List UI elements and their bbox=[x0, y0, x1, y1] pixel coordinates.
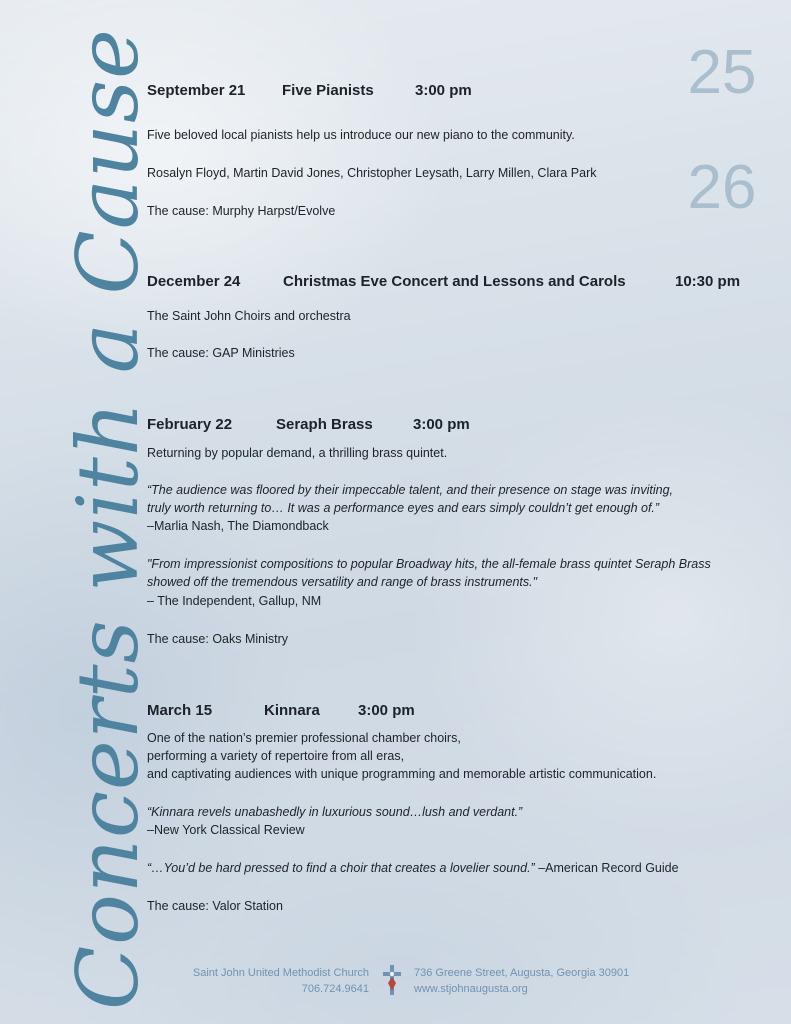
event-time: 3:00 pm bbox=[358, 702, 415, 719]
quote-attribution: – The Independent, Gallup, NM bbox=[147, 594, 322, 608]
quote-line: “Kinnara revels unabashedly in luxurious sound…lush and verdant.” bbox=[147, 805, 523, 819]
event-date: September 21 bbox=[147, 82, 246, 99]
church-website[interactable]: www.stjohnaugusta.org bbox=[414, 983, 528, 995]
quote-line: “The audience was floored by their impeccable talent, and their presence on stage was inviting, bbox=[147, 483, 673, 497]
footer-right bbox=[414, 965, 629, 997]
event-description: The Saint John Choirs and orchestra bbox=[147, 309, 351, 323]
event-name: Five Pianists bbox=[282, 82, 374, 99]
event-cause: The cause: Oaks Ministry bbox=[147, 632, 289, 646]
season-year-bottom: 26 bbox=[687, 153, 757, 222]
quote-attribution: –New York Classical Review bbox=[147, 823, 305, 837]
event-time: 3:00 pm bbox=[415, 82, 472, 99]
quote-line: "From impressionist compositions to popular Broadway hits, the all-female brass quintet Seraph Brass bbox=[147, 557, 711, 571]
church-cross-logo bbox=[381, 963, 403, 997]
event-description: Five beloved local pianists help us introduce our new piano to the community. bbox=[147, 128, 575, 142]
event-description: performing a variety of repertoire from all eras, bbox=[147, 749, 405, 763]
quote-line: showed off the tremendous versatility and range of brass instruments." bbox=[147, 575, 538, 589]
event-description: One of the nation’s premier professional chamber choirs, bbox=[147, 731, 461, 745]
event-time: 10:30 pm bbox=[675, 273, 741, 290]
event-performers: Rosalyn Floyd, Martin David Jones, Christopher Leysath, Larry Millen, Clara Park bbox=[147, 166, 597, 180]
event-cause: The cause: Murphy Harpst/Evolve bbox=[147, 204, 336, 218]
church-phone[interactable]: 706.724.9641 bbox=[301, 983, 369, 995]
event-cause: The cause: GAP Ministries bbox=[147, 346, 295, 360]
event-name: Kinnara bbox=[264, 702, 320, 719]
event-date: March 15 bbox=[147, 702, 213, 719]
season-year-top: 25 bbox=[687, 38, 757, 107]
footer-left bbox=[193, 965, 369, 997]
event-description: and captivating audiences with unique programming and memorable artistic communication. bbox=[147, 767, 657, 781]
event-cause: The cause: Valor Station bbox=[147, 899, 283, 913]
quote-attribution: –American Record Guide bbox=[534, 861, 679, 875]
quote-line: truly worth returning to… It was a performance eyes and ears simply couldn’t get enough of.” bbox=[147, 501, 660, 515]
event-date: December 24 bbox=[147, 273, 241, 290]
vertical-title: Concerts with a Cause bbox=[59, 28, 157, 1010]
event-name: Christmas Eve Concert and Lessons and Carols bbox=[283, 273, 626, 290]
quote-attribution: –Marlia Nash, The Diamondback bbox=[147, 519, 329, 533]
church-address: 736 Greene Street, Augusta, Georgia 30901 bbox=[414, 967, 630, 979]
event-date: February 22 bbox=[147, 416, 233, 433]
church-name: Saint John United Methodist Church bbox=[192, 967, 369, 979]
quote-line-with-attribution bbox=[147, 861, 679, 875]
quote-text: “…You’d be hard pressed to find a choir that creates a lovelier sound.” bbox=[147, 861, 535, 875]
event-time: 3:00 pm bbox=[413, 416, 470, 433]
event-description: Returning by popular demand, a thrilling brass quintet. bbox=[147, 446, 448, 460]
event-name: Seraph Brass bbox=[276, 416, 373, 433]
